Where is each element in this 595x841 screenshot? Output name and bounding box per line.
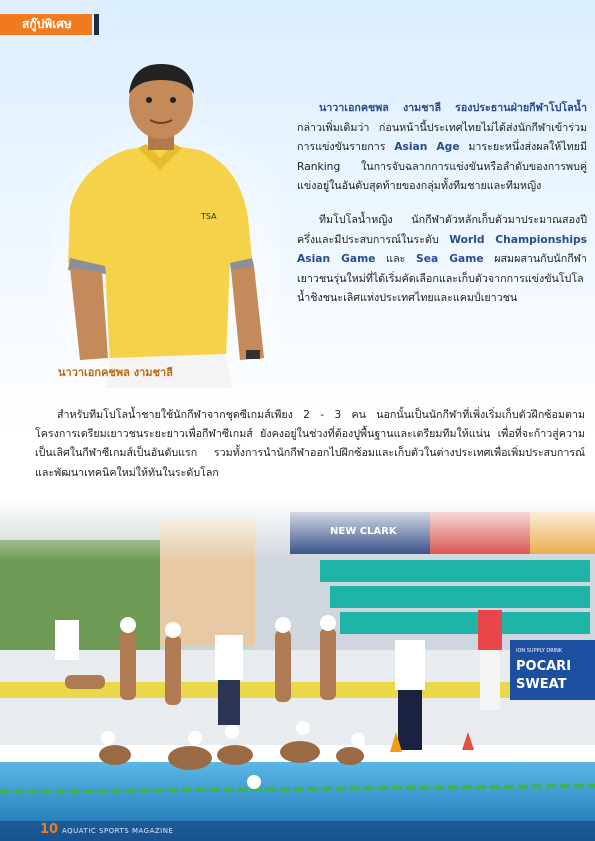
paragraph-1: นาวาเอกคชพล งามชาลี รองประธานฝ่ายกีฬาโปโลน้ำ กล่าวเพิ่มเติมว่า ก่อนหน้านี้ประเทศไทยไม่ได้ส่งนักกีฬาเข้าร่วมการแข่งขันรายการ Asian Age มาระยะหนึ่งส่งผลให้ไทยมี Ranking ในการจับฉลากการแข่งขันหรือลำดับของการพบคู่แข่งอยู่ในอันดับสุดท้ายของกลุ่มทั้งทีมชายและทีมหญิง (297, 101, 587, 193)
shirt-logo-text: TSA (201, 212, 217, 221)
pool-team-photo (0, 500, 595, 841)
full-width-paragraph: สำหรับทีมโปโลน้ำชายใช้นักกีฬาจากชุดซีเกมส์เพียง 2 - 3 คน นอกนั้นเป็นนักกีฬาที่เพิ่งเริ่มเก็บตัวฝึกซ้อมตามโครงการเตรียมเยาวชนระยะยาวเพื่อกีฬาซีเกมส์ ยังคงอยู่ในช่วงที่ต้องปูพื้นฐานและเตรียมทีมให้แน่น เพื่อที่จะก้าวสู่ความเป็นเลิศในกีฬาซีเกมส์เป็นอันดับแรก รวมทั้งการนำนักกีฬาออกไปฝึกซ้อมและเก็บตัวในต่างประเทศเพื่อเพิ่มประสบการณ์และพัฒนาเทคนิคใหม่ให้ทันในระดับโลก (35, 408, 585, 479)
portrait-caption: นาวาเอกคชพล งามชาลี (58, 366, 173, 379)
speaker-name: นาวาเอกคชพล งามชาลี รองประธานฝ่ายกีฬาโปโลน้ำ (319, 101, 587, 114)
section-tab-bar (94, 14, 99, 35)
right-column-text (297, 98, 587, 322)
portrait-photo (50, 58, 280, 388)
paragraph-2: ทีมโปโลน้ำหญิง นักกีฬาตัวหลักเก็บตัวมาประมาณสองปีครึ่งและมีประสบการณ์ในระดับ World Championships Asian Game และ Sea Game ผสมผสานกับนักกีฬาเยาวชนรุ่นใหม่ที่ได้เริ่มคัดเลือกและเก็บตัวจากการแข่งขันโปโลน้ำชิงชนะเลิศแห่งประเทศไทยและแคมป์เยาวชน (297, 212, 587, 305)
edition-label: AQUATIC SPORTS MAGAZINE (62, 827, 174, 835)
section-tab: สกู๊ปพิเศษ (0, 14, 92, 35)
page-number: 10 (40, 822, 59, 837)
